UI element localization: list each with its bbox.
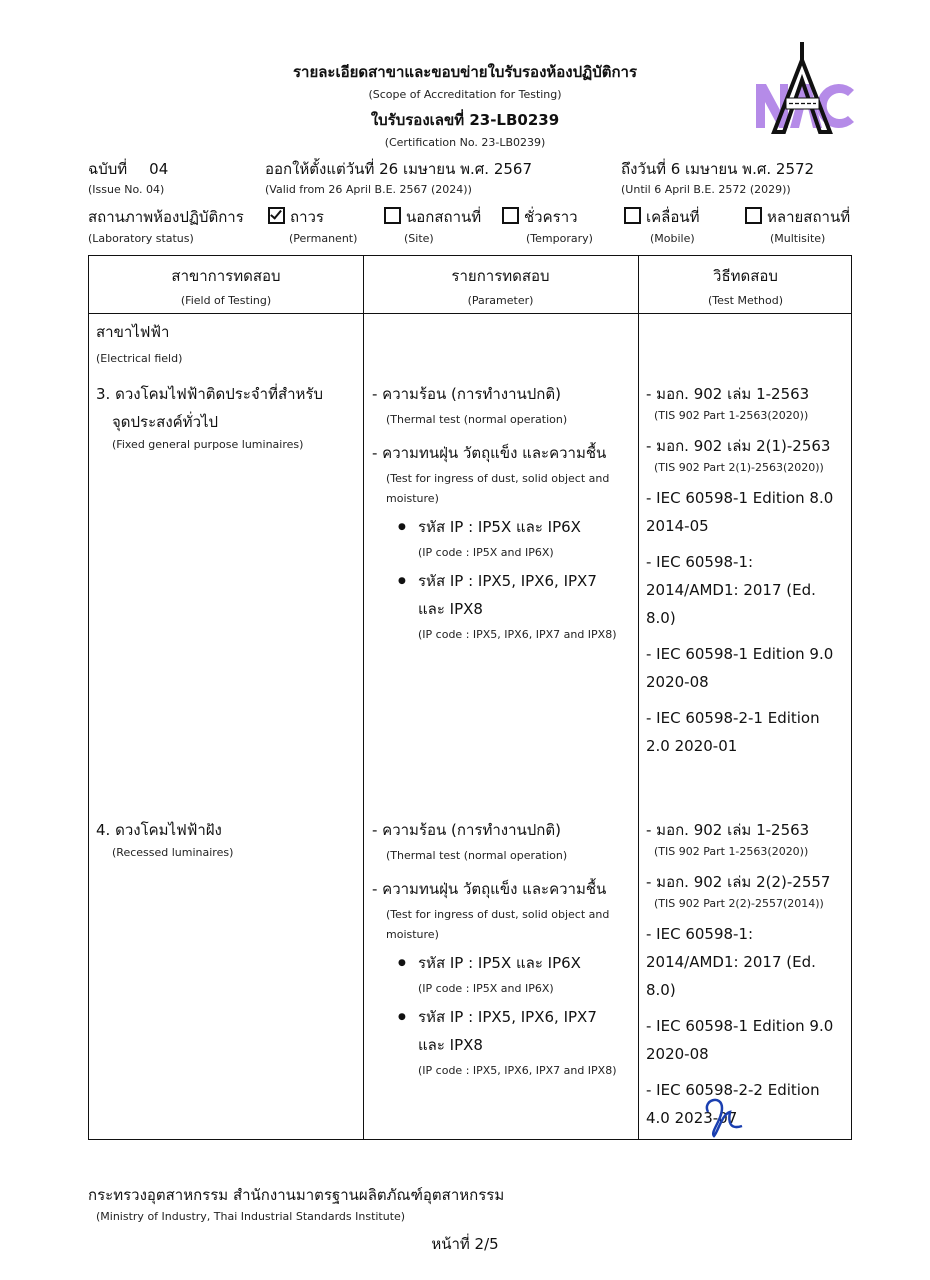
status-option-en: (Site) [404, 232, 434, 245]
valid-from: ออกให้ตั้งแต่วันที่ 26 เมษายน พ.ศ. 2567 [265, 160, 532, 178]
parameter-text-en: (Test for ingress of dust, solid object and moisture) [386, 472, 610, 505]
valid-until: ถึงวันที่ 6 เมษายน พ.ศ. 2572 [621, 160, 815, 178]
test-method-item [646, 1076, 846, 1132]
ip-code-text-en: (IP code : IPX5, IPX6, IPX7 and IPX8) [418, 628, 617, 641]
test-method-item [646, 548, 846, 632]
ip-code-text: รหัส IP : IP5X และ IP6X [418, 518, 581, 536]
section-parameters [372, 816, 627, 1090]
status-option-multisite: หลายสถานที่ [745, 205, 850, 229]
ip-code-item [398, 513, 627, 563]
parameter-text-en: (Thermal test (normal operation) [386, 849, 568, 862]
status-option-en: (Permanent) [289, 232, 358, 245]
test-method-item [646, 816, 846, 860]
parameter-text: - ความทนฝุ่น วัตถุแข็ง และความชื้น [372, 880, 607, 898]
section-methods [646, 380, 846, 768]
issue-value: 04 [149, 160, 169, 178]
certificate-number: ใบรับรองเลขที่ 23-LB0239 [370, 111, 560, 129]
ip-code-item [398, 567, 627, 645]
parameter-text-en: (Test for ingress of dust, solid object and moisture) [386, 908, 610, 941]
issue-label: ฉบับที่ 04 [88, 160, 169, 178]
ip-code-text-en: (IP code : IPX5, IPX6, IPX7 and IPX8) [418, 1064, 617, 1077]
test-method-text: - IEC 60598-1 Edition 8.0 2014-05 [646, 489, 834, 535]
document-title: รายละเอียดสาขาและขอบข่ายใบรับรองห้องปฏิบัติการ [292, 63, 638, 81]
test-method-item [646, 868, 846, 912]
ip-code-text: รหัส IP : IP5X และ IP6X [418, 954, 581, 972]
test-method-text-en: (TIS 902 Part 1-2563(2020)) [654, 845, 809, 858]
test-method-text: - IEC 60598-1 Edition 9.0 2020-08 [646, 645, 834, 691]
test-method-item [646, 1012, 846, 1068]
field-name: สาขาไฟฟ้า (Electrical field) [96, 323, 183, 365]
column-divider [363, 256, 364, 1139]
parameter-text: - ความร้อน (การทำงานปกติ) [372, 821, 561, 839]
valid-from-en: (Valid from 26 April B.E. 2567 (2024)) [265, 183, 472, 196]
nac-thailand-logo [752, 40, 857, 140]
footer-org-en: (Ministry of Industry, Thai Industrial Standards Institute) [96, 1210, 406, 1223]
test-method-text: - IEC 60598-2-1 Edition 2.0 2020-01 [646, 709, 820, 755]
section-name-cont: จุดประสงค์ทั่วไป [112, 413, 219, 431]
test-method-item [646, 640, 846, 696]
status-option-en: (Temporary) [526, 232, 593, 245]
test-method-text: - IEC 60598-2-2 Edition 4.0 2023-07 [646, 1081, 820, 1127]
section-name-en: (Recessed luminaires) [112, 846, 234, 859]
section-name: 4. ดวงโคมไฟฟ้าฝัง [96, 821, 222, 839]
section-methods [646, 816, 846, 1140]
checkbox-icon [745, 207, 762, 224]
test-method-text: - IEC 60598-1: 2014/AMD1: 2017 (Ed. 8.0) [646, 553, 816, 627]
checkbox-icon [624, 207, 641, 224]
document-subtitle: (Scope of Accreditation for Testing) [368, 88, 562, 101]
test-method-item [646, 920, 846, 1004]
valid-until-en: (Until 6 April B.E. 2572 (2029)) [621, 183, 791, 196]
parameter-item [372, 816, 627, 866]
page-number: หน้าที่ 2/5 [431, 1235, 499, 1253]
lab-status-label: สถานภาพห้องปฏิบัติการ [88, 208, 244, 226]
issue-en: (Issue No. 04) [88, 183, 165, 196]
parameter-text-en: (Thermal test (normal operation) [386, 413, 568, 426]
column-header-parameter: รายการทดสอบ (Parameter) [451, 267, 550, 307]
section-field [96, 816, 356, 859]
checkbox-icon [502, 207, 519, 224]
bullet-icon: ● [398, 576, 406, 586]
section-parameters [372, 380, 627, 654]
test-method-text: - มอก. 902 เล่ม 1-2563 [646, 821, 810, 839]
ip-code-text: รหัส IP : IPX5, IPX6, IPX7 และ IPX8 [418, 1008, 597, 1054]
ip-code-row [398, 1003, 627, 1059]
ip-code-text-en: (IP code : IP5X and IP6X) [418, 982, 554, 995]
column-header-field: สาขาการทดสอบ (Field of Testing) [171, 267, 281, 307]
parameter-item [372, 380, 627, 430]
section-name-en: (Fixed general purpose luminaires) [112, 438, 304, 451]
test-method-item [646, 484, 846, 540]
ip-code-text-en: (IP code : IP5X and IP6X) [418, 546, 554, 559]
parameter-item [372, 439, 627, 645]
status-option-mobile: เคลื่อนที่ [624, 205, 700, 229]
footer-org: กระทรวงอุตสาหกรรม สำนักงานมาตรฐานผลิตภัณฑ์อุตสาหกรรม [88, 1186, 505, 1204]
ip-code-row [398, 567, 627, 623]
column-divider [638, 256, 639, 1139]
parameter-text: - ความทนฝุ่น วัตถุแข็ง และความชื้น [372, 444, 607, 462]
column-header-method: วิธีทดสอบ (Test Method) [708, 267, 783, 307]
test-method-item [646, 704, 846, 760]
ip-code-item [398, 949, 627, 999]
test-method-text: - IEC 60598-1 Edition 9.0 2020-08 [646, 1017, 834, 1063]
test-method-text: - IEC 60598-1: 2014/AMD1: 2017 (Ed. 8.0) [646, 925, 816, 999]
scope-table [88, 255, 852, 1140]
section-field [96, 380, 356, 451]
lab-status-en: (Laboratory status) [88, 232, 194, 245]
test-method-text-en: (TIS 902 Part 2(1)-2563(2020)) [654, 461, 824, 474]
status-option-temporary: ชั่วคราว [502, 205, 578, 229]
bullet-icon: ● [398, 958, 406, 968]
ip-code-row [398, 513, 627, 541]
parameter-text: - ความร้อน (การทำงานปกติ) [372, 385, 561, 403]
ip-code-item [398, 1003, 627, 1081]
test-method-text-en: (TIS 902 Part 1-2563(2020)) [654, 409, 809, 422]
bullet-icon: ● [398, 522, 406, 532]
signature [700, 1092, 745, 1144]
checkbox-icon [384, 207, 401, 224]
parameter-item [372, 875, 627, 1081]
test-method-text: - มอก. 902 เล่ม 2(2)-2557 [646, 873, 831, 891]
certificate-number-en: (Certification No. 23-LB0239) [384, 136, 546, 149]
status-option-en: (Mobile) [650, 232, 695, 245]
section-name: 3. ดวงโคมไฟฟ้าติดประจำที่สำหรับ [96, 385, 324, 403]
header-divider [89, 313, 851, 314]
status-option-en: (Multisite) [770, 232, 826, 245]
ip-code-row [398, 949, 627, 977]
test-method-item [646, 380, 846, 424]
test-method-text: - มอก. 902 เล่ม 2(1)-2563 [646, 437, 831, 455]
status-option-permanent: ถาวร [268, 205, 324, 229]
status-option-site: นอกสถานที่ [384, 205, 481, 229]
bullet-icon: ● [398, 1012, 406, 1022]
test-method-text: - มอก. 902 เล่ม 1-2563 [646, 385, 810, 403]
ip-code-text: รหัส IP : IPX5, IPX6, IPX7 และ IPX8 [418, 572, 597, 618]
checkbox-checked-icon [268, 207, 285, 224]
test-method-item [646, 432, 846, 476]
test-method-text-en: (TIS 902 Part 2(2)-2557(2014)) [654, 897, 824, 910]
